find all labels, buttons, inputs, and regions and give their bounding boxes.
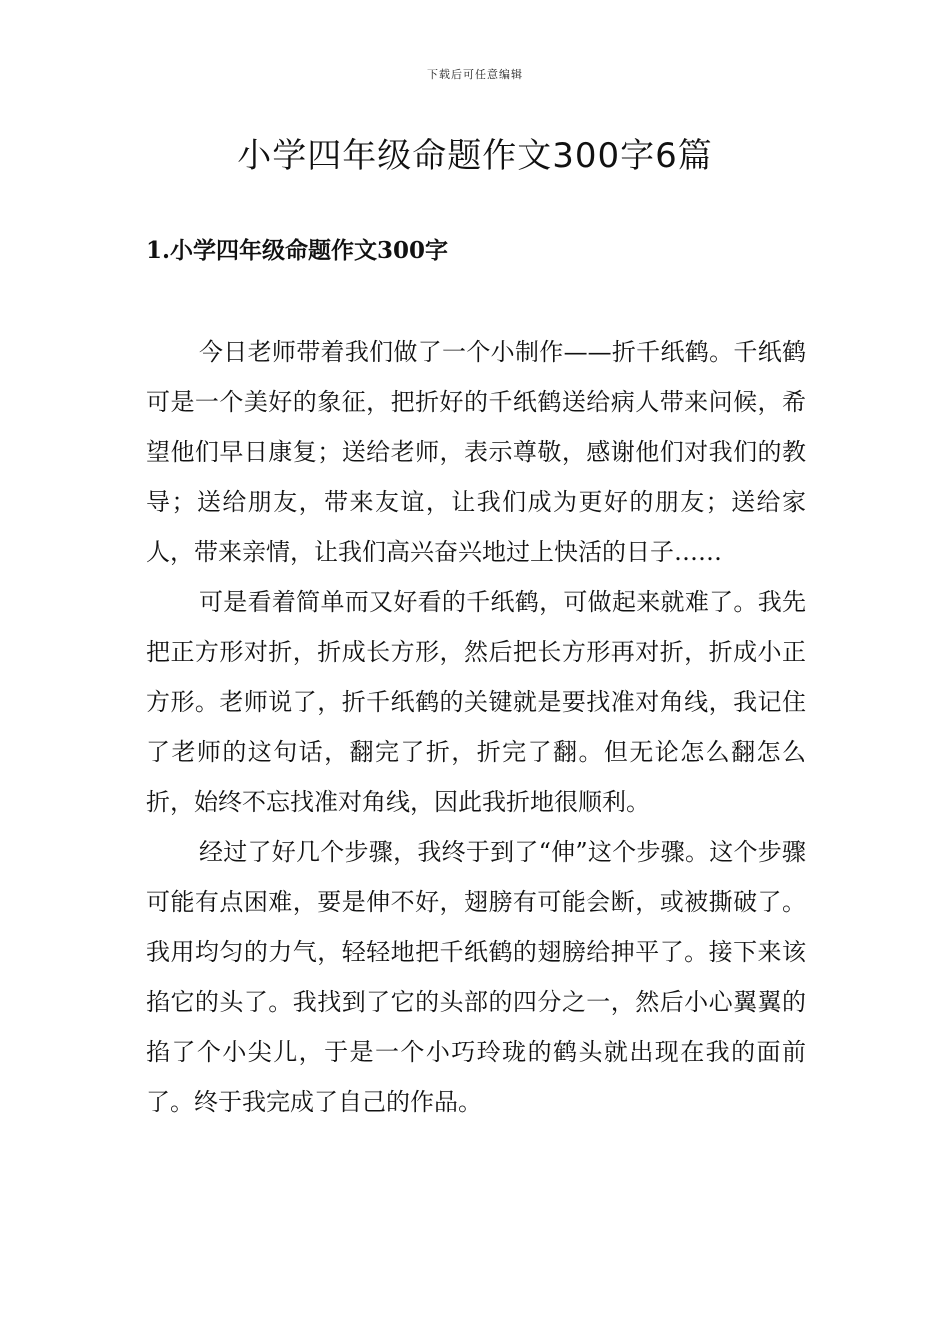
essay-paragraph-2: 可是看着简单而又好看的千纸鹤，可做起来就难了。我先把正方形对折，折成长方形，然后把长方形再对折，折成小正方形。老师说了，折千纸鹤的关键就是要找准对角线，我记住了老师的这句话，翻完了折，折完了翻。但无论怎么翻怎么折，始终不忘找准对角线，因此我折地很顺利。 (146, 588, 806, 816)
essay-body (146, 327, 806, 1127)
document-title: 小学四年级命题作文300字6篇 (237, 136, 713, 176)
essay-paragraph-1: 今日老师带着我们做了一个小制作——折千纸鹤。千纸鹤可是一个美好的象征，把折好的千纸鹤送给病人带来问候，希望他们早日康复；送给老师，表示尊敬，感谢他们对我们的教导；送给朋友，带来友谊，让我们成为更好的朋友；送给家人，带来亲情，让我们高兴奋兴地过上快活的日子…… (146, 338, 806, 566)
download-note: 下载后可任意编辑 (427, 68, 523, 81)
essay-paragraph-3: 经过了好几个步骤，我终于到了“伸”这个步骤。这个步骤可能有点困难，要是伸不好，翅膀有可能会断，或被撕破了。我用均匀的力气，轻轻地把千纸鹤的翅膀给抻平了。接下来该掐它的头了。我找到了它的头部的四分之一，然后小心翼翼的掐了个小尖儿，于是一个小巧玲珑的鹤头就出现在我的面前了。终于我完成了自己的作品。 (146, 838, 806, 1116)
section-heading: 1.小学四年级命题作文300字 (146, 237, 449, 264)
